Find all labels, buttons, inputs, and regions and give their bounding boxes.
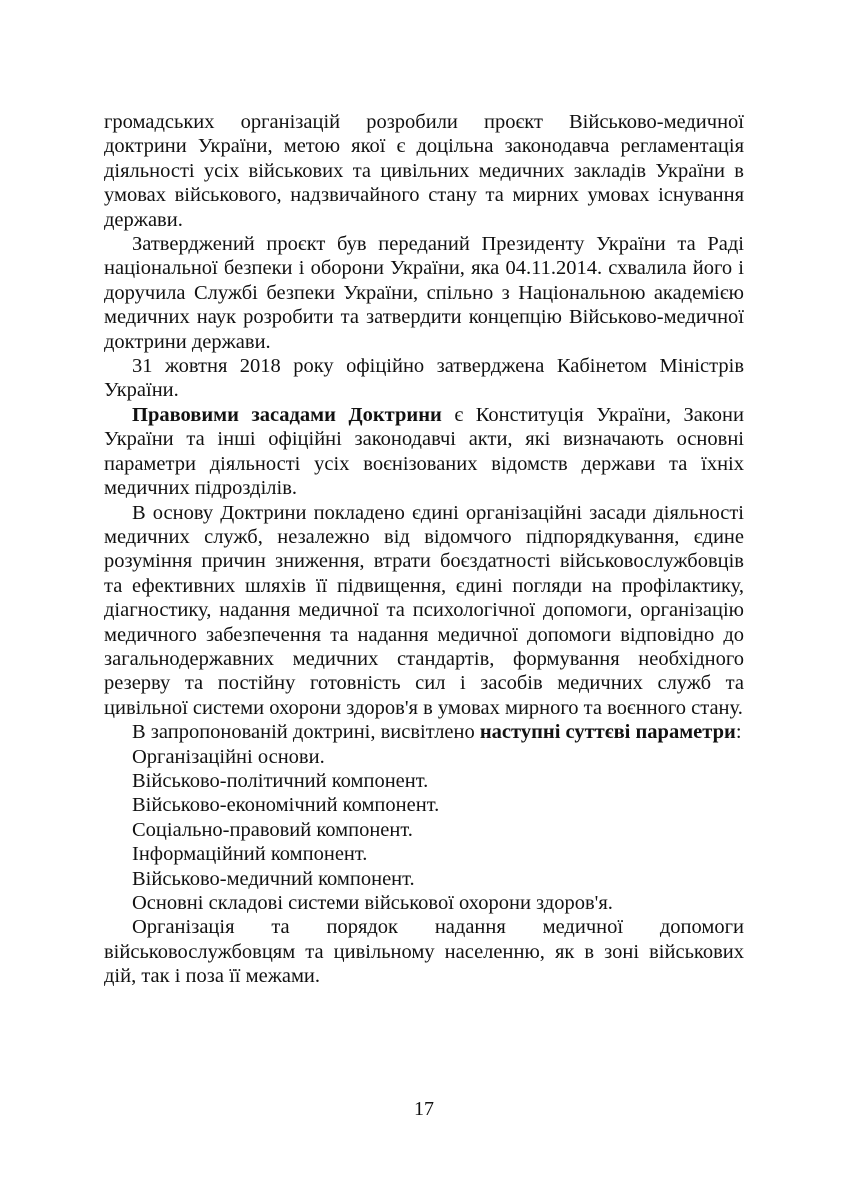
- paragraph-doctrine-basis: В основу Доктрини покладено єдині організаційні засади діяльності медичних служб, незалежно від відомчого підпорядкування, єдине розуміння причин зниження, втрати боєздатності військовослужбовців та ефективних шляхів її підвищення, єдині погляди на профілактику, діагностику, надання медичної та психологічної допомоги, організацію медичного забезпечення та надання медичної допомоги відповідно до загальнодержавних медичних стандартів, формування необхідного резерву та постійну готовність сил і засобів медичних служб та цивільної системи охорони здоров'я в умовах мирного та воєнного стану.: [104, 501, 744, 719]
- list-item: Військово-медичний компонент.: [132, 867, 415, 890]
- document-page: [104, 110, 744, 989]
- paragraph-official-approval: 31 жовтня 2018 року офіційно затверджена Кабінетом Міністрів України.: [104, 355, 744, 402]
- paragraph-parameters-intro: [104, 720, 744, 744]
- list-item: Організаційні основи.: [132, 745, 325, 768]
- page-number: 17: [414, 1098, 434, 1120]
- list-item: Соціально-правовий компонент.: [132, 818, 413, 841]
- list-item: Інформаційний компонент.: [132, 843, 368, 866]
- legal-basis-text: є Конституція України, Закони України та інші офіційні законодавчі акти, які визначають основні параметри діяльності усіх воєнізованих відомств держави та їхніх медичних підрозділів.: [104, 403, 745, 500]
- paragraph-medical-aid-order: Організація та порядок надання медичної допомоги військовослужбовцям та цивільному населенню, як в зоні військових дій, так і поза її межами.: [104, 916, 744, 988]
- list-item: Військово-політичний компонент.: [132, 769, 429, 792]
- parameters-intro-text: В запропонованій доктрині, висвітлено: [132, 721, 480, 744]
- parameters-colon: :: [735, 721, 742, 744]
- legal-basis-term: Правовими засадами Доктрини: [132, 403, 442, 426]
- paragraph-project-approval: Затверджений проєкт був переданий Президенту України та Раді національної безпеки і оборони України, яка 04.11.2014. схвалила його і доручила Службі безпеки України, спільно з Національною академією медичних наук розробити та затвердити концепцію Військово-медичної доктрини держави.: [104, 233, 744, 353]
- parameters-term: наступні суттєві параметри: [479, 721, 736, 744]
- paragraph-legal-basis: [104, 403, 744, 501]
- list-item: Основні складові системи військової охорони здоров'я.: [132, 892, 613, 914]
- list-item: Військово-економічний компонент.: [132, 794, 440, 817]
- paragraph-continuation: громадських організацій розробили проєкт Військово-медичної доктрини України, метою якої є доцільна законодавча регламентація діяльності усіх військових та цивільних медичних закладів України в умовах військового, надзвичайного стану та мирних умовах існування держави.: [104, 111, 744, 231]
